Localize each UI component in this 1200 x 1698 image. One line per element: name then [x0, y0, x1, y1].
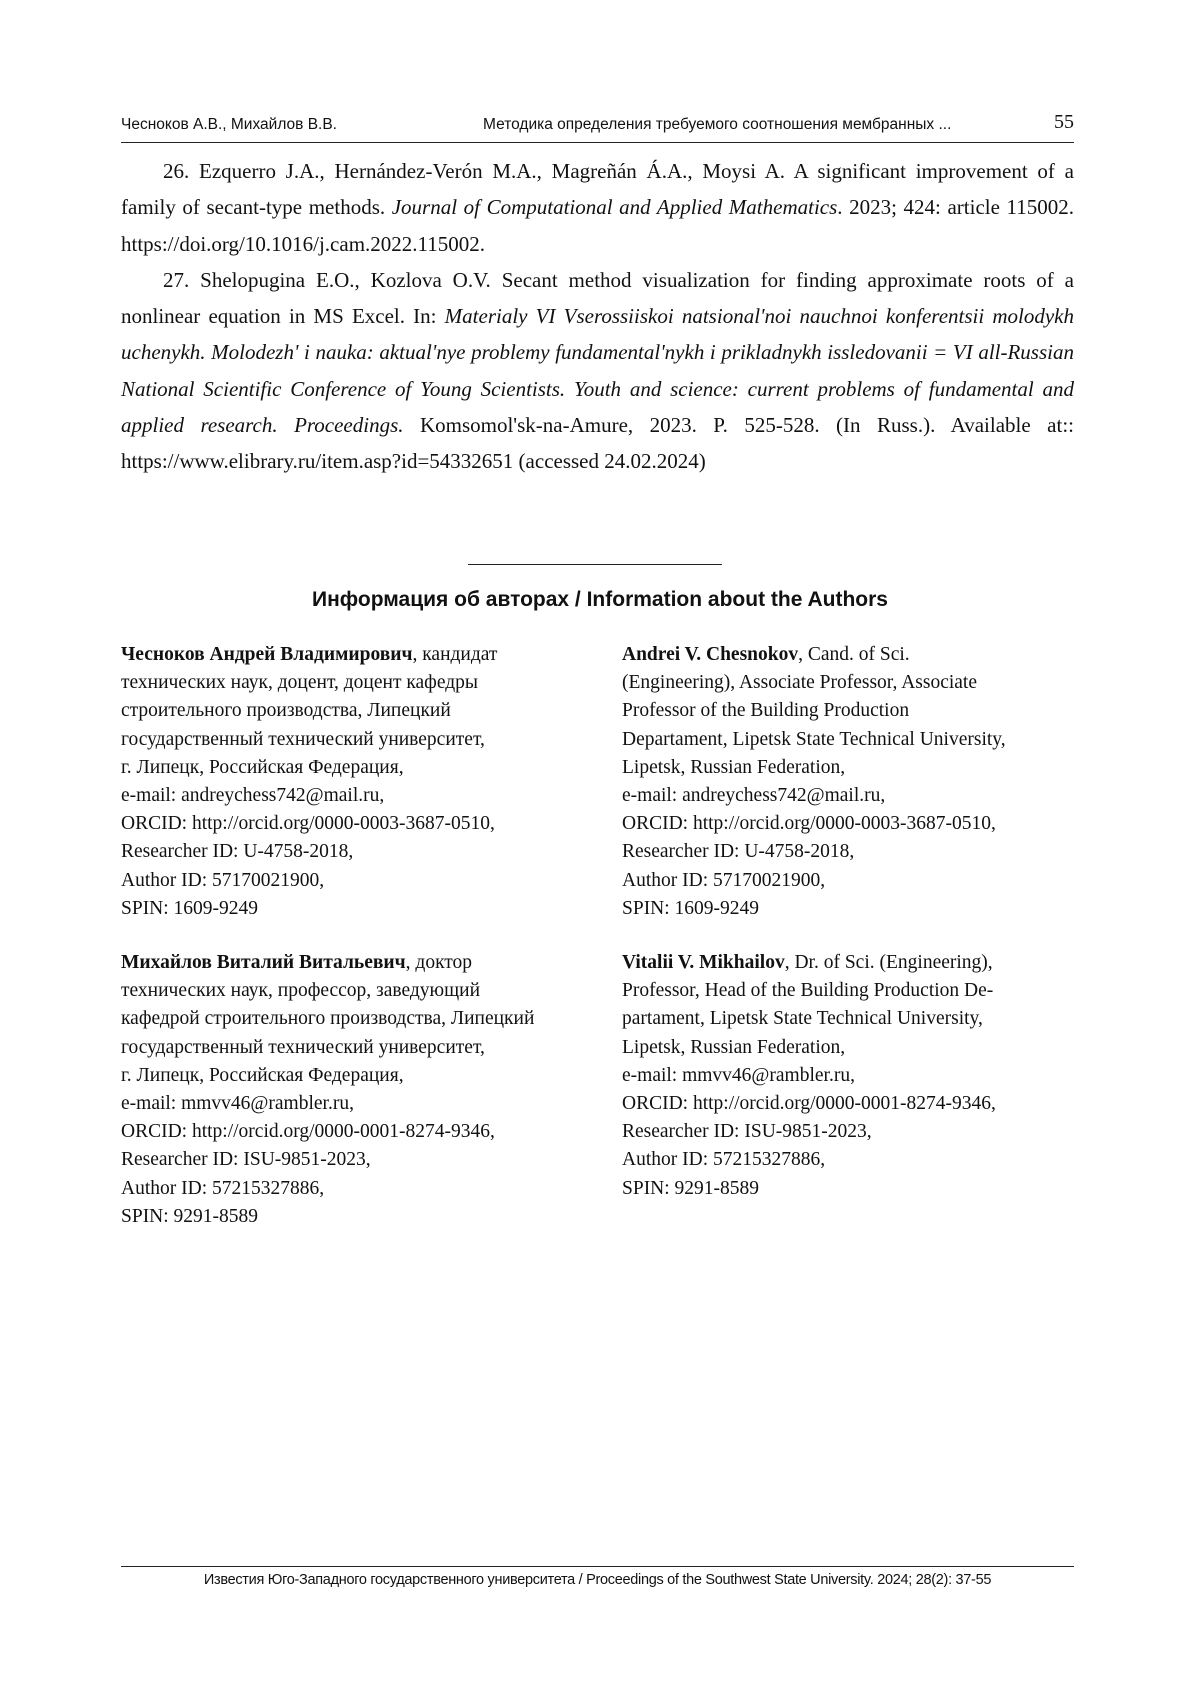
running-header	[121, 110, 1074, 143]
header-title: Методика определения требуемого соотношения мембранных ...	[483, 116, 952, 133]
reference-26-tail: . 2023; 424: article 115002. https://doi.org/10.1016/j.cam.2022.115002.	[121, 195, 1075, 256]
section-divider	[468, 564, 722, 565]
reference-27-lead: 27. Shelopugina E.O., Kozlova O.V. Secant method visualization for finding approximate roots of a nonlinear equation in MS Excel. In:	[121, 267, 1074, 329]
author-2-ru-line-2: технических наук, профессор, заведующий	[121, 980, 480, 1002]
author-1-en-line-2: (Engineering), Associate Professor, Associate	[622, 672, 978, 694]
reference-27-source: Materialy VI Vserossiiskoi natsional'noi nauchnoi konferentsii molodykh uchenykh. Molodezh' i nauka: aktual'nye problemy fundamental'nykh i prikladnykh issledovanii = VI all-Russian National Scientific Conference of Young Scientists. Youth and science: current problems of fundamental and applied research. Proceedings.	[121, 304, 1074, 438]
author-2-en-line-1: Vitalii V. Mikhailov, Dr. of Sci. (Engineering),	[622, 952, 993, 973]
author-2-ru-line-1: Михайлов Виталий Витальевич, доктор	[121, 952, 473, 973]
author-1-ru-line-4: государственный технический университет,	[121, 728, 485, 750]
author-1-en-line-3: Professor of the Building Production	[622, 700, 910, 722]
author-2-en-name: Vitalii V. Mikhailov	[622, 952, 785, 973]
author-1-en-name: Andrei V. Chesnokov	[622, 644, 799, 665]
reference-26-lead: 26. Ezquerro J.A., Hernández-Verón M.A., Magreñán Á.A., Moysi A. A significant improvement of a family of secant-type methods.	[121, 159, 1074, 220]
author-2-en-line-3: partament, Lipetsk State Technical University,	[622, 1008, 983, 1030]
journal-footer: Известия Юго-Западного государственного университета / Proceedings of the Southwest State University. 2024; 28(2): 37-55	[121, 1566, 1074, 1588]
author-1-en-spin: SPIN: 1609-9249	[622, 897, 760, 919]
author-1-en-line-1: Andrei V. Chesnokov, Cand. of Sci.	[622, 644, 910, 665]
author-1-en-orcid: ORCID: http://orcid.org/0000-0003-3687-0510,	[622, 813, 996, 835]
reference-27	[121, 262, 1074, 480]
author-2-en-orcid: ORCID: http://orcid.org/0000-0001-8274-9346,	[622, 1093, 996, 1115]
author-2-ru-name: Михайлов Виталий Витальевич	[121, 952, 406, 973]
author-1-ru-line-3: строительного производства, Липецкий	[121, 700, 451, 722]
author-1-ru-orcid: ORCID: http://orcid.org/0000-0003-3687-0510,	[121, 813, 495, 835]
author-2-ru-researcher-id: Researcher ID: ISU-9851-2023,	[121, 1149, 371, 1171]
author-1-ru-email: e-mail: andreychess742@mail.ru,	[121, 785, 385, 807]
header-authors: Чесноков А.В., Михайлов В.В.	[121, 116, 337, 133]
authors-info-heading: Информация об авторах / Information about the Authors	[312, 588, 888, 611]
author-2-ru-author-id: Author ID: 57215327886,	[121, 1177, 325, 1199]
reference-26-journal: Journal of Computational and Applied Mathematics	[391, 195, 838, 220]
author-1-ru-line-5: г. Липецк, Российская Федерация,	[121, 756, 404, 778]
author-2-en-spin: SPIN: 9291-8589	[622, 1177, 760, 1199]
author-1-en-line-5: Lipetsk, Russian Federation,	[622, 756, 846, 778]
author-1-ru-researcher-id: Researcher ID: U-4758-2018,	[121, 841, 354, 863]
author-2-ru	[121, 949, 611, 1231]
author-1-ru-spin: SPIN: 1609-9249	[121, 897, 259, 919]
author-1-ru-name: Чесноков Андрей Владимирович	[121, 644, 413, 665]
author-1-en-line-4: Departament, Lipetsk State Technical University,	[622, 728, 1006, 750]
author-2-ru-line-5: г. Липецк, Российская Федерация,	[121, 1064, 404, 1086]
page-number: 55	[1054, 111, 1074, 133]
author-1-ru-line-2: технических наук, доцент, доцент кафедры	[121, 672, 478, 694]
author-2-en-line-2: Professor, Head of the Building Production De-	[622, 980, 994, 1002]
author-2-ru-email: e-mail: mmvv46@rambler.ru,	[121, 1093, 354, 1115]
author-1-en-email: e-mail: andreychess742@mail.ru,	[622, 785, 886, 807]
author-2-en-email: e-mail: mmvv46@rambler.ru,	[622, 1064, 855, 1086]
author-1-ru-author-id: Author ID: 57170021900,	[121, 869, 325, 891]
author-2-en-line-4: Lipetsk, Russian Federation,	[622, 1036, 846, 1058]
reference-27-tail: Komsomol'sk-na-Amure, 2023. P. 525-528. (In Russ.). Available at:: https://www.elibrary.ru/item.asp?id=54332651 (accessed 24.02.2024)	[121, 413, 1074, 474]
reference-list	[121, 153, 1074, 480]
author-1-en-researcher-id: Researcher ID: U-4758-2018,	[622, 841, 855, 863]
author-1-en-author-id: Author ID: 57170021900,	[622, 869, 826, 891]
author-2-ru-spin: SPIN: 9291-8589	[121, 1205, 259, 1227]
author-2-ru-orcid: ORCID: http://orcid.org/0000-0001-8274-9346,	[121, 1121, 495, 1143]
author-1-ru	[121, 641, 611, 923]
author-2-ru-line-4: государственный технический университет,	[121, 1036, 485, 1058]
author-2-en-author-id: Author ID: 57215327886,	[622, 1149, 826, 1171]
author-1-ru-line-1: Чесноков Андрей Владимирович, кандидат	[121, 644, 498, 665]
author-2-en	[622, 949, 1082, 1203]
author-2-ru-line-3: кафедрой строительного производства, Липецкий	[121, 1008, 535, 1030]
reference-26	[121, 153, 1074, 262]
author-1-en	[622, 641, 1082, 923]
author-2-en-researcher-id: Researcher ID: ISU-9851-2023,	[622, 1121, 872, 1143]
